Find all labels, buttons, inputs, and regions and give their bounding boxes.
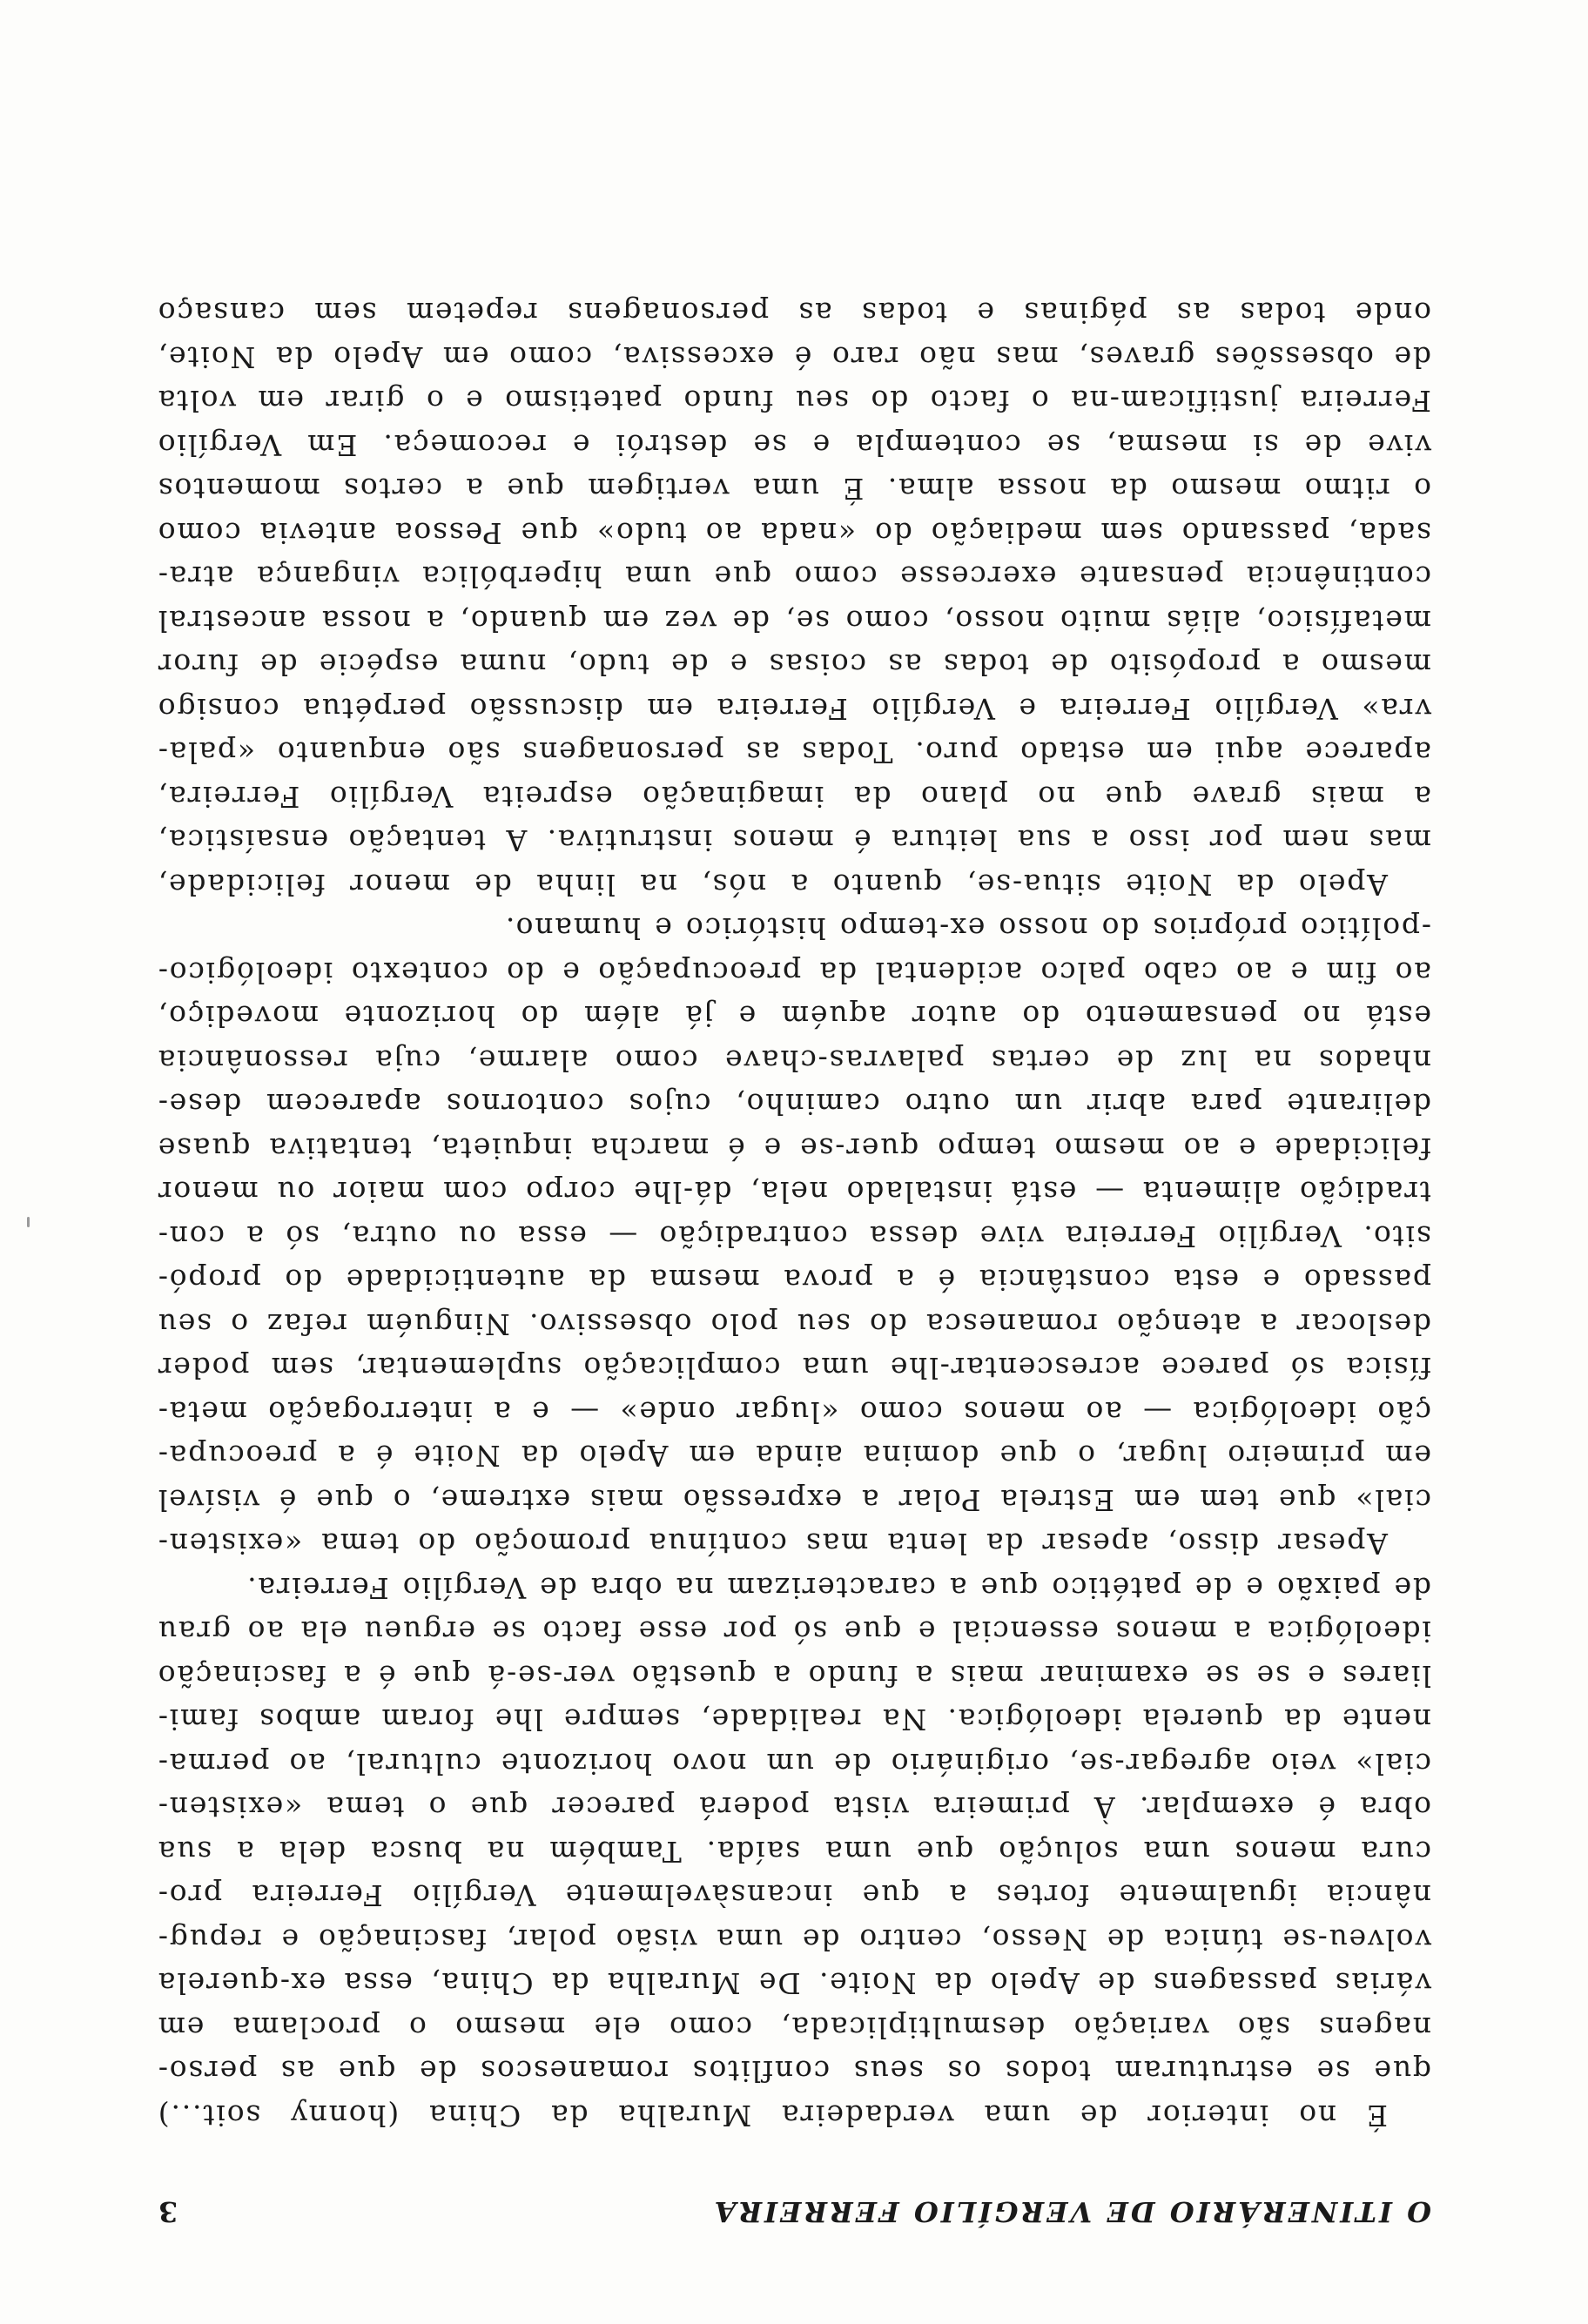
text-line: cial» que tem em Estrela Polar a expressão mais extreme, o que é visível xyxy=(157,1483,1431,1517)
text-line: É no interior de uma verdadeira Muralha da China (honny soit...) xyxy=(157,2099,1388,2133)
text-line: Apesar disso, apesar da lenta mas contínua promoção do tema «existen- xyxy=(157,1527,1388,1562)
text-line: onde todas as páginas e todas as personagens repetem sem cansaço xyxy=(157,296,1431,331)
text-line: está no pensamento do autor aquém e já além do horizonte movediço, xyxy=(157,999,1431,1034)
text-line: sada, passando sem mediação do «nada ao tudo» que Pessoa antevia como xyxy=(157,516,1431,550)
text-line: ao fim e ao cabo palco acidental da preocupação e do contexto ideológico- xyxy=(157,956,1431,990)
text-line: Ferreira justificam-na o facto do seu fundo patetismo e o girar em volta xyxy=(157,384,1431,419)
text-line: felicidade e ao mesmo tempo quer-se e é marcha inquieta, tentativa quase xyxy=(157,1132,1431,1165)
text-line: delirante para abrir um outro caminho, cujos contornos aparecem dese- xyxy=(157,1087,1431,1122)
text-line: o ritmo mesmo da nossa alma. É uma vertigem que a certos momentos xyxy=(157,472,1431,507)
running-title: O ITINERÁRIO DE VERGÍLIO FERREIRA xyxy=(711,2195,1431,2228)
text-line: deslocar a atenção romanesca do seu polo obsessivo. Ninguém refaz o seu xyxy=(157,1307,1431,1341)
text-line: nagens são variação desmultiplicada, como ele mesmo o proclama em xyxy=(157,2011,1431,2045)
text-line: nhados na luz de certas palavras-chave como alarme, cuja ressonância xyxy=(157,1044,1431,1078)
page-number: 3 xyxy=(157,2195,178,2228)
text-line: mesmo a propósito de todas as coisas e de tudo, numa espécie de furor xyxy=(157,648,1431,682)
text-line: liares e se se examinar mais a fundo a questão ver-se-á que é a fascinação xyxy=(157,1659,1431,1693)
text-line: nente da querela ideológica. Na realidade, sempre lhe foram ambos fami- xyxy=(157,1703,1431,1737)
scan-speck xyxy=(27,1217,30,1227)
text-line: nância igualmente fortes a que incansàvelmente Vergílio Ferreira pro- xyxy=(157,1878,1431,1913)
text-line: de paixão e de patético que a caracterizam na obra de Vergílio Ferreira. xyxy=(246,1571,1431,1605)
page-header xyxy=(157,2186,1431,2228)
text-line: metafísico, aliás muito nosso, como se, de vez em quando, a nossa ancestral xyxy=(157,604,1431,638)
text-line: vive de si mesma, se contempla e se destrói e recomeça. Em Vergílio xyxy=(157,428,1431,462)
text-line: cura menos uma solução que uma saída. Também na busca dela a sua xyxy=(157,1835,1431,1869)
text-line: Apelo da Noite situa-se, quanto a nós, na linha de menor felicidade, xyxy=(157,868,1388,902)
text-line: mas nem por isso a sua leitura é menos instrutiva. A tentação ensaística, xyxy=(157,823,1431,858)
body-text xyxy=(157,291,1431,2137)
text-line: -político próprios do nosso ex-tempo histórico e humano. xyxy=(504,911,1431,946)
text-line: ideológica a menos essencial e que só por esse facto se ergueu ela ao grau xyxy=(157,1615,1431,1649)
text-line: aparece aqui em estado puro. Todas as personagens são enquanto «pala- xyxy=(157,735,1431,770)
text-line: várias passagens de Apelo da Noite. De Muralha da China, essa ex-querela xyxy=(157,1966,1431,2001)
text-line: obra é exemplar. À primeira vista poderá parecer que o tema «existen- xyxy=(157,1790,1431,1825)
text-line: cial» veio agregar-se, originário de um novo horizonte cultural, ao perma- xyxy=(157,1747,1431,1781)
text-line: passado e esta constância é a prova mesma da autenticidade do propó- xyxy=(157,1263,1431,1298)
text-line: física só parece acrescentar-lhe uma complicação suplementar, sem poder xyxy=(157,1351,1431,1386)
text-line: de obsessões graves, mas não raro é excessiva, como em Apelo da Noite, xyxy=(157,340,1431,374)
text-line: a mais grave que no plano da imaginação espreita Vergílio Ferreira, xyxy=(157,780,1431,814)
text-line: volveu-se túnica de Nesso, centro de uma visão polar, fascinação e repug- xyxy=(157,1923,1431,1957)
text-line: que se estruturam todos os seus conflitos romanescos de que as perso- xyxy=(157,2054,1431,2089)
text-line: em primeiro lugar, o que domina ainda em Apelo da Noite é a preocupa- xyxy=(157,1439,1431,1474)
text-line: sito. Vergílio Ferreira vive dessa contradição — essa ou outra, só a con- xyxy=(157,1219,1431,1253)
text-line: ção ideológica — ao menos como «lugar onde» — e a interrogação meta- xyxy=(157,1395,1431,1429)
text-line: vra» Vergílio Ferreira e Vergílio Ferreira em discussão perpétua consigo xyxy=(157,692,1431,726)
text-line: continência pensante exercesse como que uma hiperbólica vingança atra- xyxy=(157,560,1431,594)
text-line: tradição alimenta — está instalado nela, dá-lhe corpo com maior ou menor xyxy=(157,1175,1431,1210)
